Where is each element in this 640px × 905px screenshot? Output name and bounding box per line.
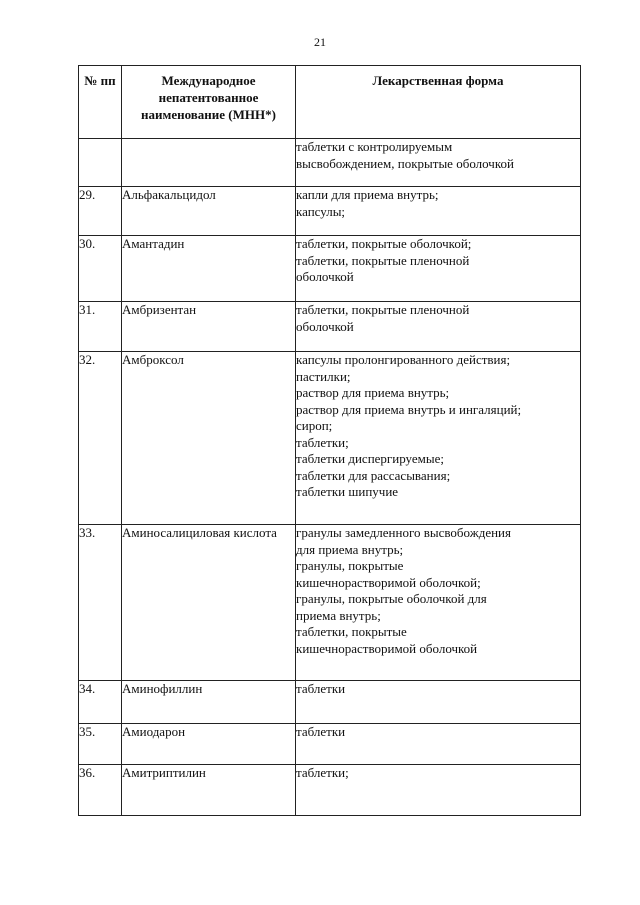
dosage-form-line: приема внутрь; — [296, 607, 381, 623]
row-num: 35. — [79, 724, 122, 765]
row-drug-name: Амбризентан — [122, 302, 296, 352]
table-row — [79, 765, 581, 816]
row-drug-name: Амброксол — [122, 352, 296, 525]
header-inn-name: Международное непатентованное наименование (МНН*) — [122, 66, 296, 139]
dosage-form-line: оболочкой — [296, 269, 354, 284]
dosage-form-line: раствор для приема внутрь и ингаляций; — [296, 401, 522, 417]
row-num — [79, 139, 122, 187]
dosage-form-line: таблетки для рассасывания; — [296, 467, 451, 483]
row-dosage-forms — [296, 525, 581, 681]
dosage-form-line: кишечнорастворимой оболочкой — [296, 640, 478, 656]
dosage-form-line: таблетки, покрытые — [296, 624, 407, 639]
dosage-form-line: таблетки — [296, 724, 346, 739]
table-row — [79, 525, 581, 681]
table-row — [79, 302, 581, 352]
dosage-form-line: гранулы, покрытые — [296, 558, 404, 573]
row-num: 30. — [79, 236, 122, 302]
table-row — [79, 352, 581, 525]
dosage-form-line: таблетки, покрытые пленочной — [296, 302, 470, 317]
row-drug-name: Амантадин — [122, 236, 296, 302]
dosage-form-line: гранулы, покрытые оболочкой для — [296, 591, 487, 606]
dosage-form-line: кишечнорастворимой оболочкой; — [296, 574, 481, 590]
row-num: 34. — [79, 681, 122, 724]
row-dosage-forms — [296, 765, 581, 816]
dosage-form-line: таблетки; — [296, 434, 349, 450]
row-dosage-forms — [296, 352, 581, 525]
row-drug-name: Амитриптилин — [122, 765, 296, 816]
row-drug-name — [122, 139, 296, 187]
dosage-form-line: таблетки, покрытые оболочкой; — [296, 236, 472, 251]
row-dosage-forms — [296, 236, 581, 302]
row-num: 36. — [79, 765, 122, 816]
row-dosage-forms — [296, 681, 581, 724]
row-num: 31. — [79, 302, 122, 352]
dosage-form-line: таблетки — [296, 681, 346, 696]
header-dosage-form: Лекарственная форма — [296, 66, 581, 139]
dosage-form-line: оболочкой — [296, 318, 354, 334]
row-dosage-forms — [296, 139, 581, 187]
row-drug-name: Амиодарон — [122, 724, 296, 765]
dosage-form-line: пастилки; — [296, 368, 351, 384]
row-drug-name: Аминосалициловая кислота — [122, 525, 296, 681]
table-row — [79, 187, 581, 236]
dosage-form-line: капли для приема внутрь; — [296, 187, 439, 202]
table-row — [79, 236, 581, 302]
row-num: 32. — [79, 352, 122, 525]
row-dosage-forms — [296, 187, 581, 236]
table-header-row — [79, 66, 581, 139]
row-drug-name: Аминофиллин — [122, 681, 296, 724]
row-drug-name: Альфакальцидол — [122, 187, 296, 236]
row-dosage-forms — [296, 724, 581, 765]
dosage-form-line: для приема внутрь; — [296, 541, 404, 557]
dosage-form-line: раствор для приема внутрь; — [296, 385, 450, 400]
dosage-form-line: гранулы замедленного высвобождения — [296, 525, 511, 540]
dosage-form-line: капсулы; — [296, 203, 346, 219]
dosage-form-line: таблетки; — [296, 765, 349, 780]
dosage-form-line: таблетки, покрытые пленочной — [296, 252, 470, 268]
table-row — [79, 724, 581, 765]
row-dosage-forms — [296, 302, 581, 352]
row-num: 33. — [79, 525, 122, 681]
header-num: № пп — [79, 66, 122, 139]
table-row — [79, 139, 581, 187]
dosage-form-line: высвобождением, покрытые оболочкой — [296, 155, 514, 171]
dosage-form-line: таблетки с контролируемым — [296, 139, 453, 154]
dosage-form-line: сироп; — [296, 418, 333, 433]
dosage-form-line: таблетки шипучие — [296, 484, 399, 499]
dosage-form-line: капсулы пролонгированного действия; — [296, 352, 511, 367]
dosage-form-line: таблетки диспергируемые; — [296, 451, 444, 466]
page-number: 21 — [314, 35, 326, 49]
drug-table — [78, 65, 581, 816]
table-row — [79, 681, 581, 724]
row-num: 29. — [79, 187, 122, 236]
